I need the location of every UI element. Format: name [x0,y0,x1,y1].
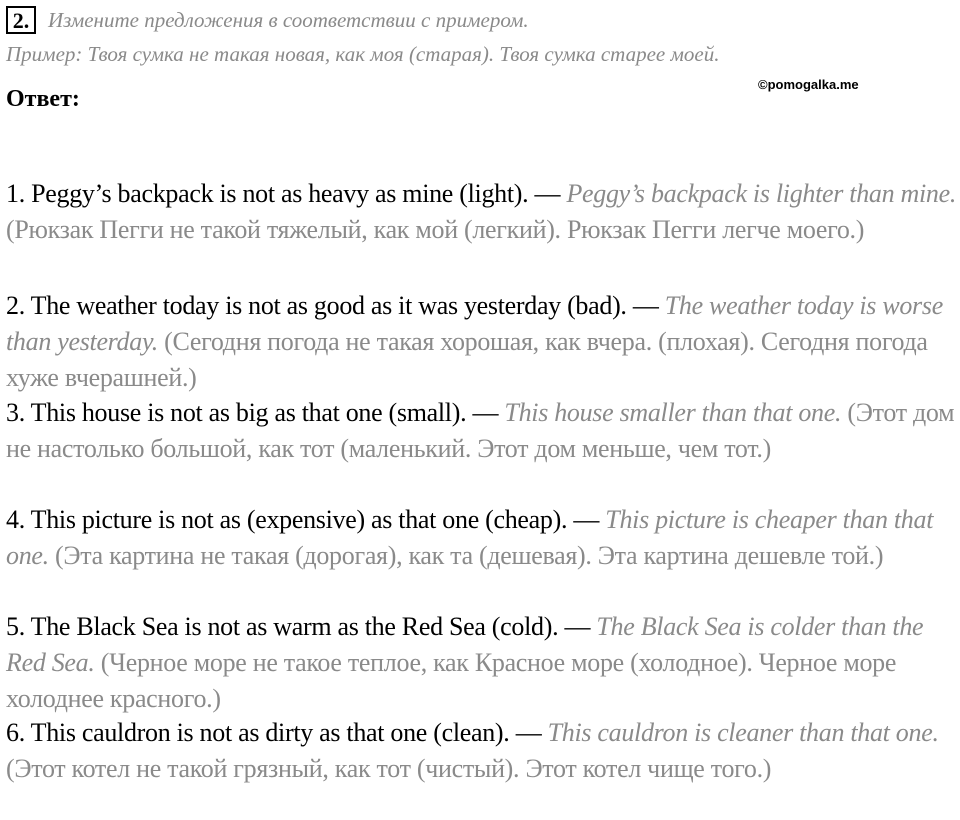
answer-translation: (Черное море не такое теплое, как Красное море (холодное). Черное море холоднее красного.) [6,648,897,713]
answer-text: This picture is cheaper than that one. [6,505,934,570]
watermark: ©pomogalka.me [758,77,859,92]
answer-translation: (Этот котел не такой грязный, как тот (чистый). Этот котел чище того.) [6,754,772,783]
answer-translation: (Рюкзак Пегги не такой тяжелый, как мой (легкий). Рюкзак Пегги легче моего.) [6,215,865,244]
answer-question: 2. The weather today is not as good as it was yesterday (bad). — [6,291,659,320]
answer-question: 3. This house is not as big as that one (small). — [6,398,499,427]
answer-translation: (Эта картина не такая (дорогая), как та (дешевая). Эта картина дешевле той.) [55,541,884,570]
answer-translation: (Сегодня погода не такая хорошая, как вчера. (плохая). Сегодня погода хуже вчерашней.) [6,327,928,392]
answer-question: 4. This picture is not as (expensive) as that one (cheap). — [6,505,600,534]
answer-item-3 [6,395,958,467]
answer-question: 6. This cauldron is not as dirty as that one (clean). — [6,718,542,747]
answer-heading: Ответ: [6,86,80,112]
task-header [6,6,906,40]
answer-question: 5. The Black Sea is not as warm as the Red Sea (cold). — [6,612,591,641]
answer-text: The Black Sea is colder than the Red Sea. [6,612,924,677]
answer-text: The weather today is worse than yesterday. [6,291,943,356]
answer-item-1 [6,176,958,248]
answer-item-6 [6,715,958,787]
task-instruction: Измените предложения в соответствии с примером. [48,8,529,32]
answer-item-4 [6,502,958,574]
task-number-box: 2. [6,6,36,34]
answer-item-2 [6,288,958,396]
answer-text: This cauldron is cleaner than that one. [547,718,939,747]
answer-translation: (Этот дом не настолько большой, как тот (маленький. Этот дом меньше, чем тот.) [6,398,955,463]
answer-item-5 [6,609,958,717]
answer-question: 1. Peggy’s backpack is not as heavy as mine (light). — [6,179,561,208]
answer-text: This house smaller than that one. [504,398,842,427]
task-example: Пример: Твоя сумка не такая новая, как моя (старая). Твоя сумка старее моей. [6,42,720,66]
answer-text: Peggy’s backpack is lighter than mine. [566,179,957,208]
